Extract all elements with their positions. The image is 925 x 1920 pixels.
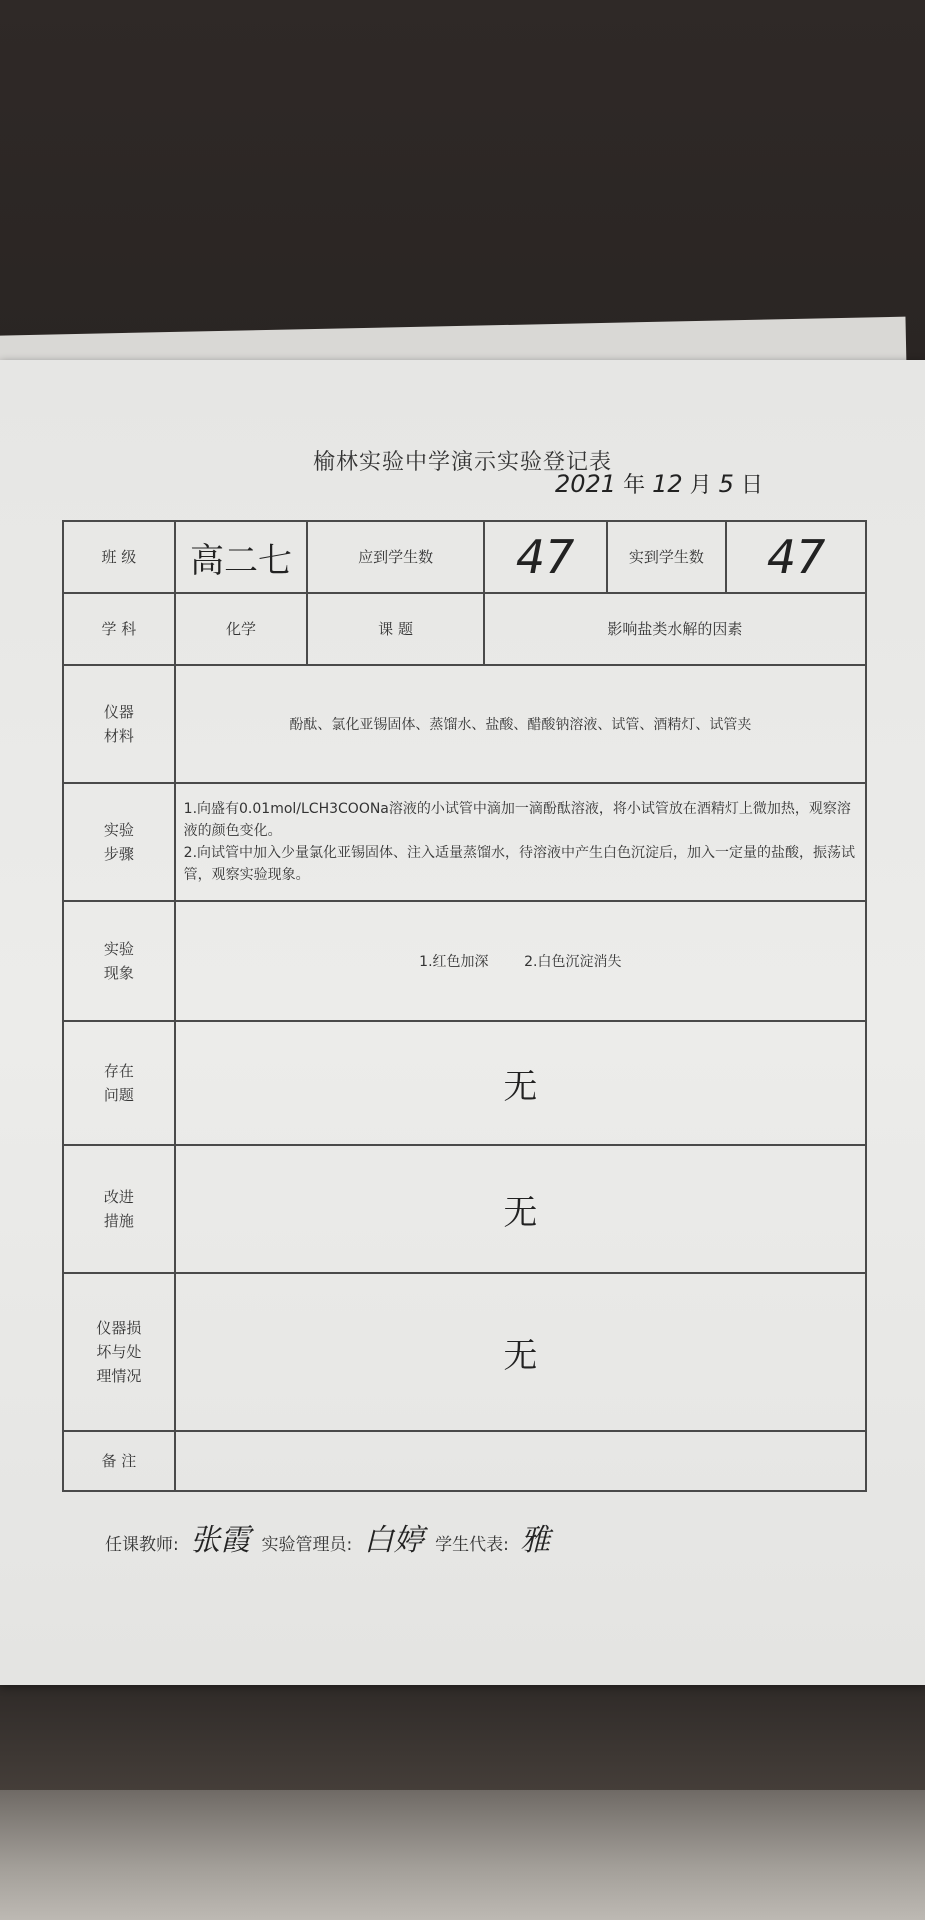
problems-value: 无 (175, 1021, 866, 1145)
form-date (555, 468, 763, 499)
phenomenon-label-line-1: 实验 (103, 940, 134, 958)
materials-label-line-1: 仪器 (103, 703, 134, 721)
row-problems (63, 1021, 866, 1145)
subject-label: 学 科 (63, 593, 175, 665)
date-month: 12 (652, 470, 683, 498)
date-year-unit: 年 (623, 473, 646, 498)
steps-line-2: 2.向试管中加入少量氯化亚锡固体、注入适量蒸馏水，待溶液中产生白色沉淀后，加入一定量的盐酸，振荡试管，观察实验现象。 (183, 845, 856, 883)
materials-label (63, 665, 175, 783)
problems-label-line-2: 问题 (103, 1086, 134, 1104)
actual-students-value: 47 (726, 521, 866, 593)
manager-signature: 白婷 (363, 1523, 424, 1558)
topic-label: 课 题 (307, 593, 483, 665)
remarks-label: 备 注 (63, 1431, 175, 1491)
experiment-form-table (62, 520, 867, 1492)
damage-label-line-3: 理情况 (96, 1367, 142, 1385)
row-phenomenon (63, 901, 866, 1021)
row-steps (63, 783, 866, 901)
row-damage (63, 1273, 866, 1431)
expected-students-label: 应到学生数 (307, 521, 483, 593)
remarks-value (175, 1431, 866, 1491)
date-day: 5 (718, 470, 734, 498)
row-improvements (63, 1145, 866, 1273)
class-label: 班 级 (63, 521, 175, 593)
problems-label-line-1: 存在 (103, 1062, 134, 1080)
expected-students-value: 47 (484, 521, 607, 593)
class-value: 高二七 (175, 521, 308, 593)
damage-label-line-1: 仪器损 (96, 1319, 142, 1337)
steps-label (63, 783, 175, 901)
teacher-signature: 张霞 (190, 1523, 251, 1558)
background-top (0, 0, 925, 360)
form-title: 榆林实验中学演示实验登记表 (312, 450, 612, 475)
materials-value: 酚酞、氯化亚锡固体、蒸馏水、盐酸、醋酸钠溶液、试管、酒精灯、试管夹 (175, 665, 866, 783)
manager-label: 实验管理员: (261, 1535, 353, 1555)
date-year: 2021 (555, 470, 617, 498)
subject-value: 化学 (175, 593, 308, 665)
row-materials (63, 665, 866, 783)
topic-value: 影响盐类水解的因素 (484, 593, 866, 665)
materials-label-line-2: 材料 (103, 727, 134, 745)
row-subject (63, 593, 866, 665)
problems-label (63, 1021, 175, 1145)
phenomenon-label-line-2: 现象 (103, 964, 134, 982)
student-signature: 雅 (520, 1523, 551, 1558)
improve-label-line-2: 措施 (103, 1212, 134, 1230)
steps-value (175, 783, 866, 901)
row-class (63, 521, 866, 593)
damage-value: 无 (175, 1273, 866, 1431)
improve-label (63, 1145, 175, 1273)
actual-students-label: 实到学生数 (607, 521, 727, 593)
phenomenon-value: 1.红色加深 2.白色沉淀消失 (175, 901, 866, 1021)
steps-line-1: 1.向盛有0.01mol/LCH3COONa溶液的小试管中滴加一滴酚酞溶液，将小试管放在酒精灯上微加热，观察溶液的颜色变化。 (183, 801, 851, 839)
date-day-unit: 日 (740, 473, 763, 498)
row-remarks (63, 1431, 866, 1491)
teacher-label: 任课教师: (105, 1535, 179, 1555)
steps-label-line-1: 实验 (103, 821, 134, 839)
student-label: 学生代表: (435, 1535, 509, 1555)
damage-label-line-2: 坏与处 (96, 1343, 142, 1361)
damage-label (63, 1273, 175, 1431)
cloth-background (0, 1790, 925, 1920)
date-month-unit: 月 (689, 473, 712, 498)
improve-value: 无 (175, 1145, 866, 1273)
signature-footer (105, 1515, 556, 1559)
improve-label-line-1: 改进 (103, 1188, 134, 1206)
registration-form-sheet (0, 360, 925, 1685)
steps-label-line-2: 步骤 (103, 845, 134, 863)
phenomenon-label (63, 901, 175, 1021)
